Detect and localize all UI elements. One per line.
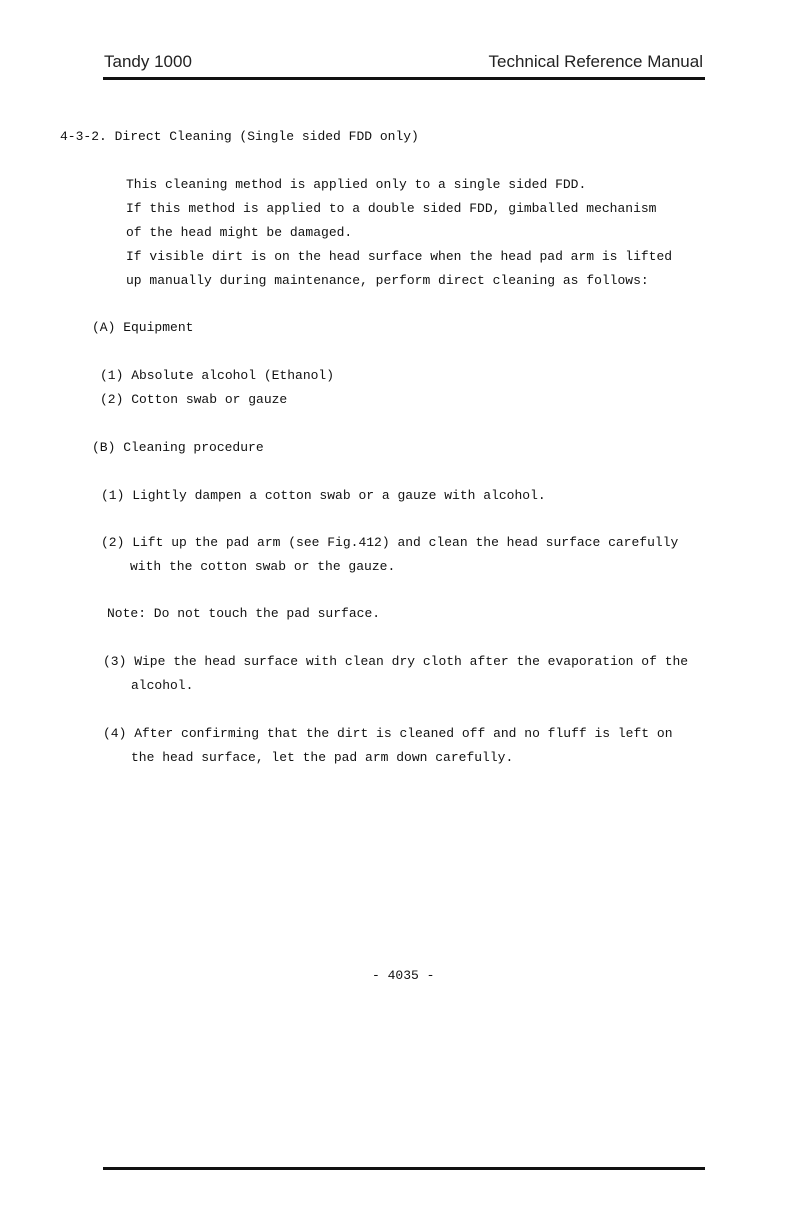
equipment-item: (2) Cotton swab or gauze xyxy=(100,392,288,407)
procedure-step-1: (1) Lightly dampen a cotton swab or a gauze with alcohol. xyxy=(101,488,546,503)
procedure-heading: (B) Cleaning procedure xyxy=(92,440,264,455)
page-number: - 4035 - xyxy=(372,968,435,983)
equipment-item: (1) Absolute alcohol (Ethanol) xyxy=(100,368,335,383)
header-right: Technical Reference Manual xyxy=(488,52,703,71)
procedure-note: Note: Do not touch the pad surface. xyxy=(107,606,381,621)
section-title: 4-3-2. Direct Cleaning (Single sided FDD only) xyxy=(60,129,419,144)
procedure-step-4-cont: the head surface, let the pad arm down carefully. xyxy=(131,750,514,765)
procedure-step-4: (4) After confirming that the dirt is cleaned off and no fluff is left on xyxy=(103,726,673,741)
procedure-step-3-cont: alcohol. xyxy=(131,678,194,693)
intro-line: up manually during maintenance, perform direct cleaning as follows: xyxy=(126,273,649,288)
intro-line: of the head might be damaged. xyxy=(126,225,353,240)
footer-rule xyxy=(103,1167,705,1170)
intro-line: If visible dirt is on the head surface when the head pad arm is lifted xyxy=(126,249,673,264)
procedure-step-2-cont: with the cotton swab or the gauze. xyxy=(130,559,396,574)
intro-line: If this method is applied to a double sided FDD, gimballed mechanism xyxy=(126,201,657,216)
equipment-heading: (A) Equipment xyxy=(92,320,194,335)
procedure-step-2: (2) Lift up the pad arm (see Fig.412) and clean the head surface carefully xyxy=(101,535,679,550)
intro-line: This cleaning method is applied only to a single sided FDD. xyxy=(126,177,587,192)
header-left: Tandy 1000 xyxy=(104,52,192,71)
header-rule xyxy=(103,77,705,80)
procedure-step-3: (3) Wipe the head surface with clean dry cloth after the evaporation of the xyxy=(103,654,689,669)
